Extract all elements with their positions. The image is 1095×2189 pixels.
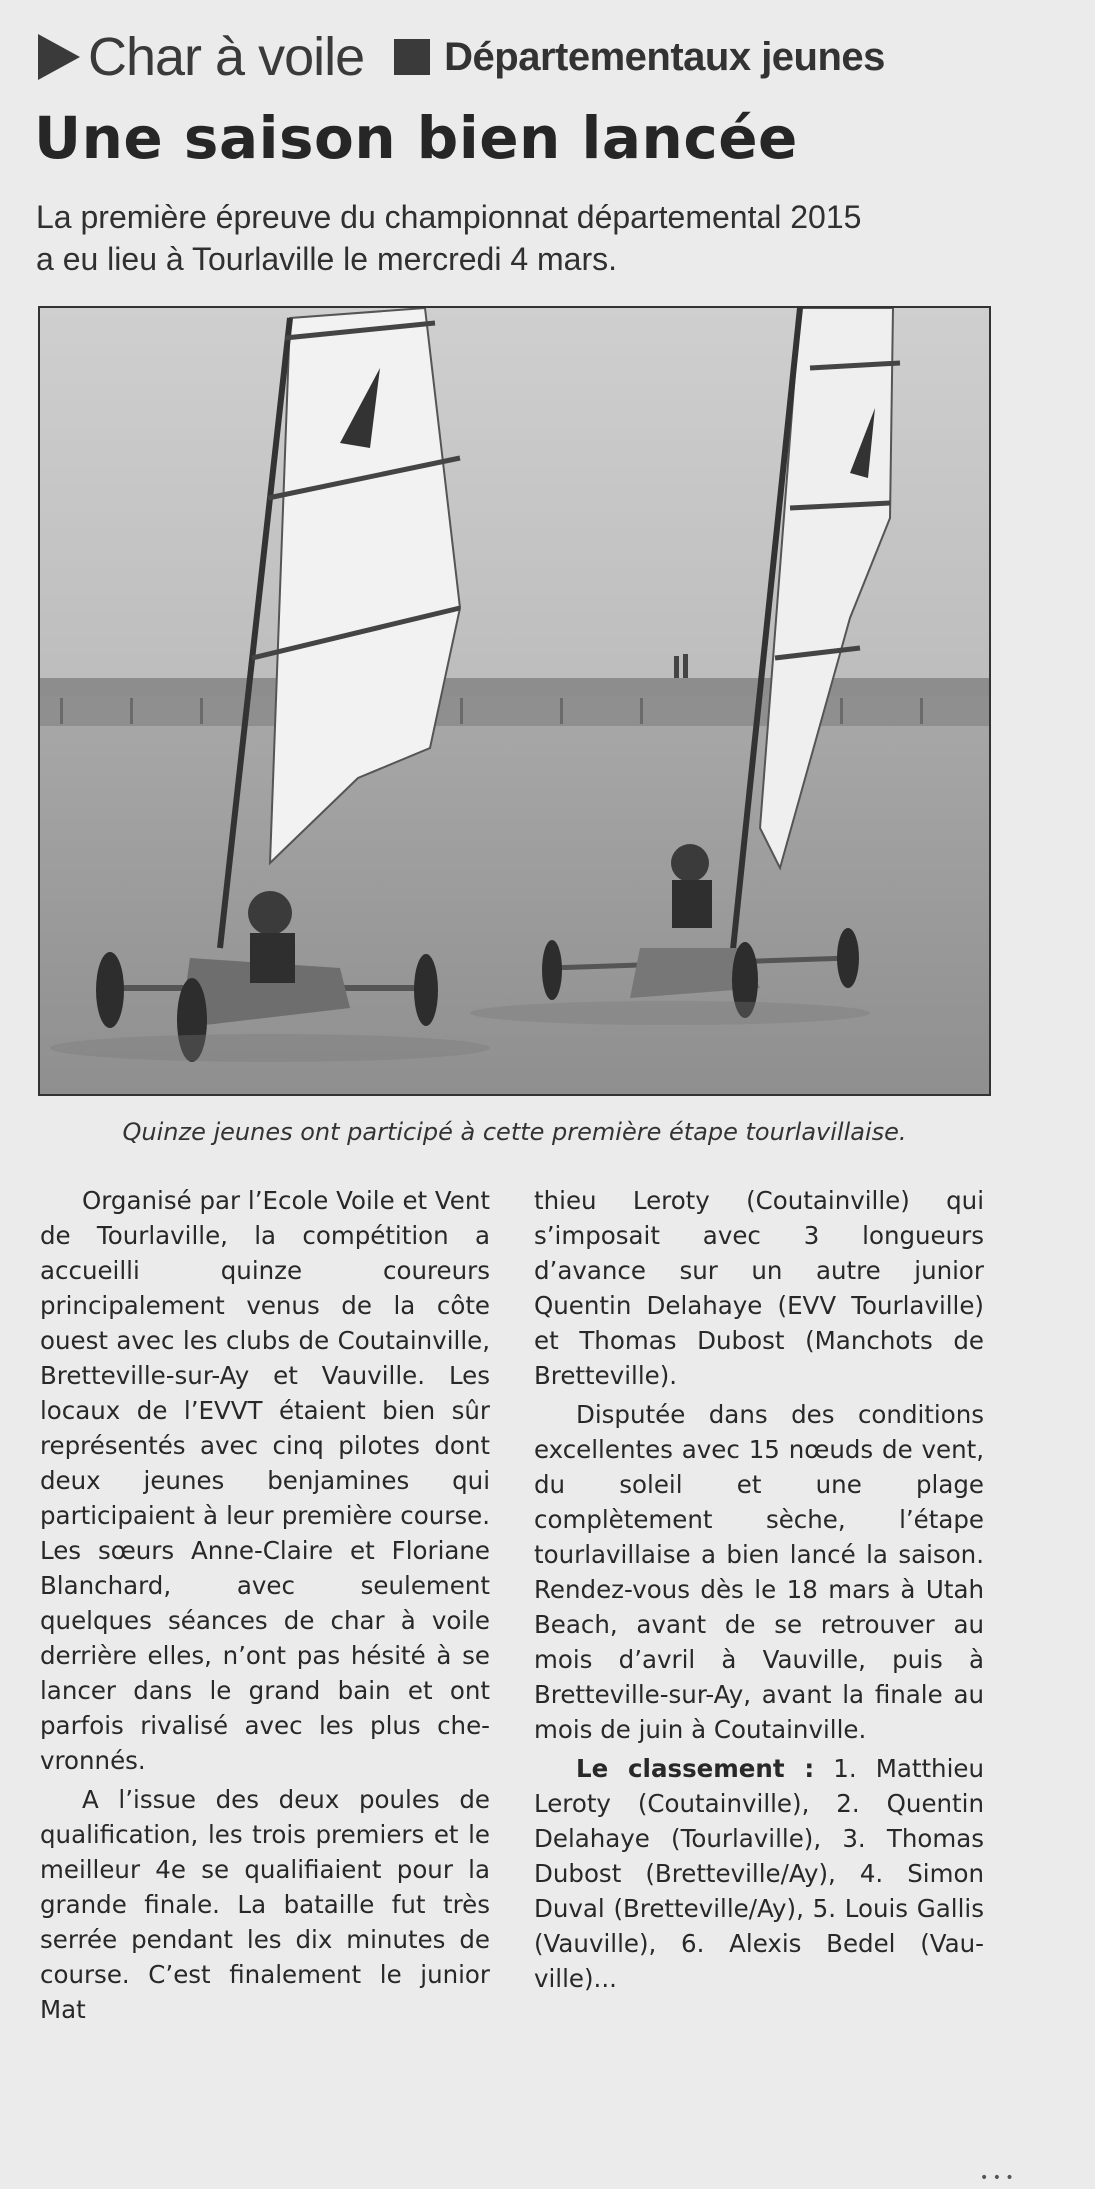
- ranking-paragraph: [534, 1751, 984, 1996]
- paragraph-3: Disputée dans des conditions excellentes avec 15 nœuds de vent, du soleil et une plage complètement sèche, l’étape tourlavillaise a bien lancé la saison. Rendez-vous dès le 18 mars à Utah Beach, avant de se retrouver au mois d’avril à Vauville, puis à Bretteville-sur-Ay, avant la finale au mois de juin à Coutainville.: [534, 1400, 984, 1744]
- headline: Une saison bien lancée: [34, 104, 798, 172]
- paragraph-2: A l’issue des deux poules de qualification, les trois premiers et le meilleur 4e se qualifiaient pour la grande finale. La bataille fut très serrée pendant les dix minutes de course. C’est finalement le junior Mat: [40, 1785, 490, 2024]
- page-corner-marks: • • •: [980, 2170, 1014, 2186]
- photo-caption: Quinze jeunes ont participé à cette première étape tourlavillaise.: [122, 1118, 907, 1146]
- ranking-label: Le classement :: [576, 1754, 815, 1783]
- paragraph-1: Organisé par l’Ecole Voile et Vent de Tourlaville, la compétition a accueilli quinze coureurs principalement venus de la côte ouest avec les clubs de Coutainville, Bretteville-sur-Ay et Vauville. Les locaux de l’EVVT étaient bien sûr représentés avec cinq pilotes dont deux jeunes benjamines qui participaient à leur première course. Les sœurs Anne-Claire et Floriane Blanchard, avec seulement quelques séances de char à voile derrière elles, n’ont pas hésité à se lancer dans le grand bain et ont parfois rivalisé avec les plus chevronnés.: [40, 1186, 490, 1775]
- standfirst-line-1: La première épreuve du championnat départemental 2015: [36, 199, 862, 235]
- section-subrubric: Départementaux jeunes: [444, 34, 885, 79]
- triangle-bullet-icon: [38, 34, 80, 80]
- standfirst-line-2: a eu lieu à Tourlaville le mercredi 4 mars.: [36, 241, 617, 277]
- ranking-text: 1. Matthieu Leroty (Coutainville), 2. Quentin Delahaye (Tourlaville), 3. Thomas Dubost (Bretteville/Ay), 4. Simon Duval (Bretteville/Ay), 5. Louis Gallis (Vauville), 6. Alexis Bedel (Vauville)...: [534, 1754, 984, 1993]
- article-column-left: [40, 1183, 490, 2031]
- article-photo: [38, 306, 991, 1096]
- section-header: [38, 22, 885, 92]
- sand-yacht-illustration: [40, 308, 989, 1094]
- section-rubric: Char à voile: [88, 27, 365, 87]
- article-column-right: [534, 1183, 984, 2000]
- standfirst: [36, 196, 1036, 280]
- square-bullet-icon: [394, 39, 430, 75]
- paragraph-2-continued: thieu Leroty (Coutainville) qui s’imposait avec 3 longueurs d’avance sur un autre junior Quentin Delahaye (EVV Tourlaville) et Thomas Dubost (Manchots de Bretteville).: [534, 1186, 984, 1390]
